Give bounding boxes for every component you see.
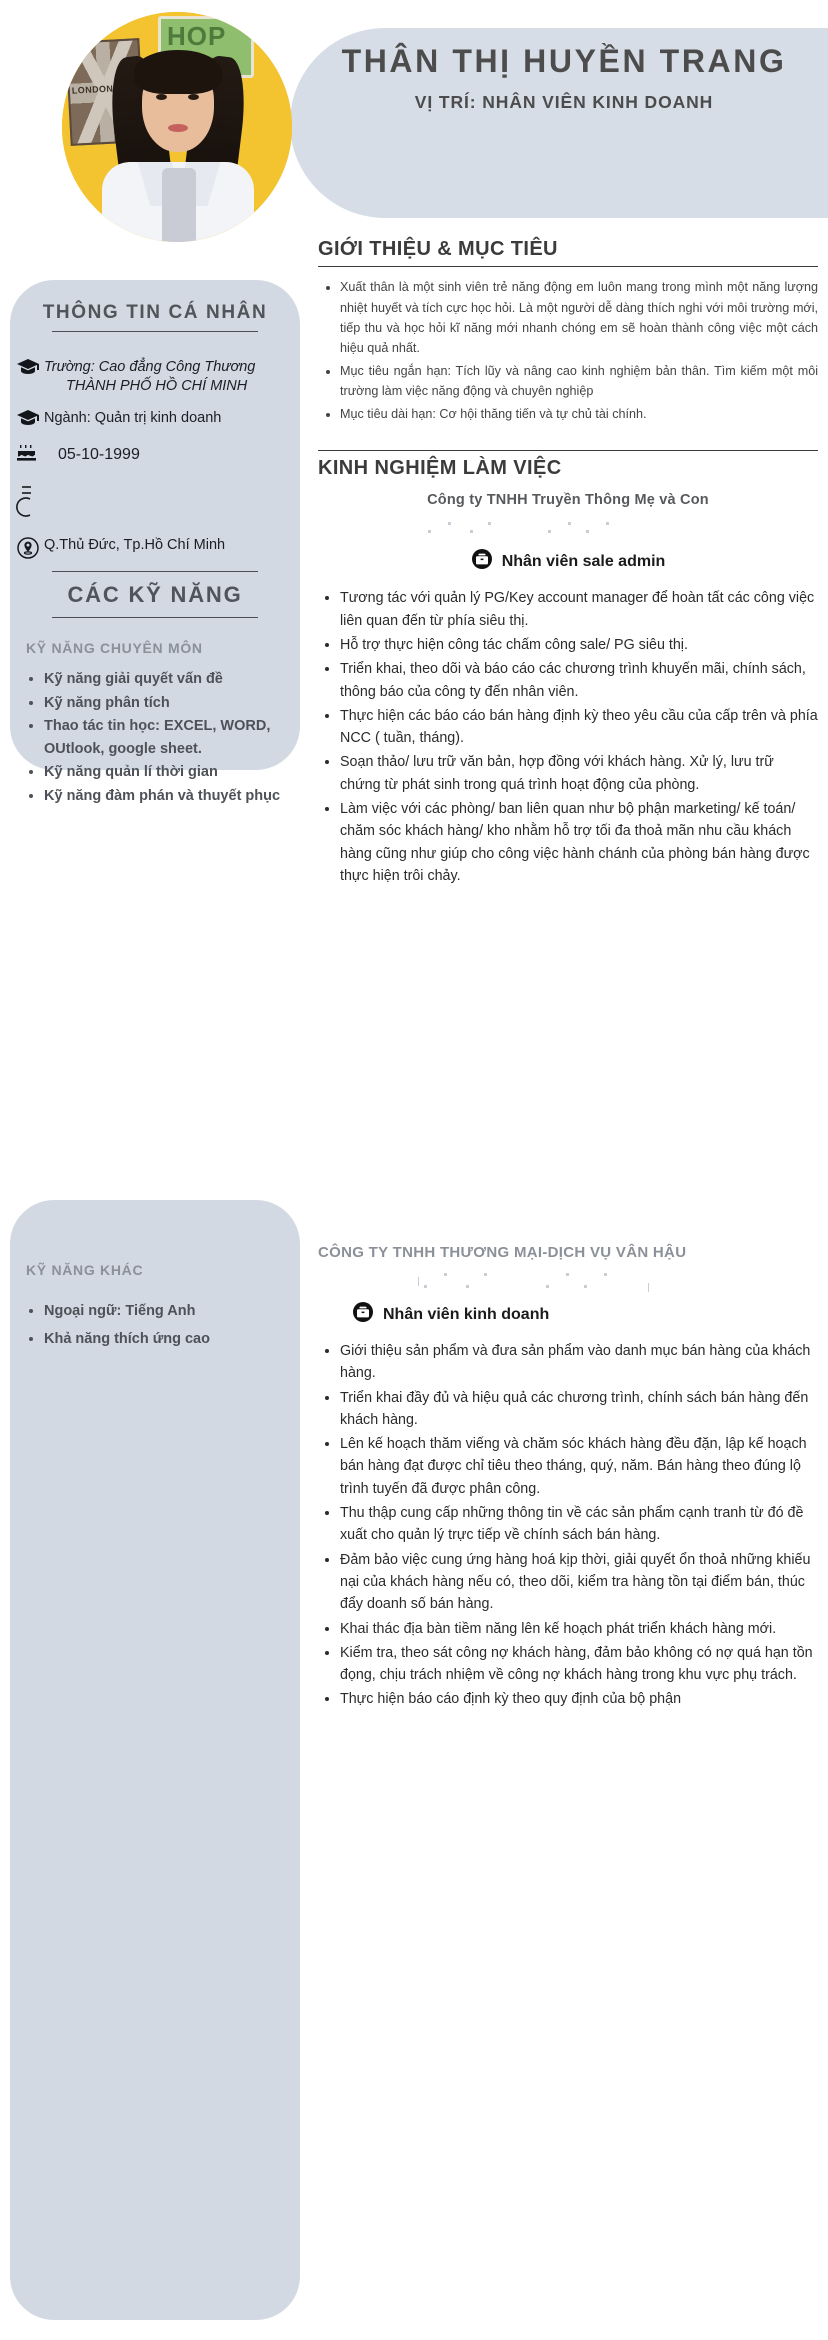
graduation-cap-icon bbox=[16, 358, 40, 380]
experience-section-heading: KINH NGHIỆM LÀM VIỆC bbox=[318, 457, 562, 480]
decorative-dots-1 bbox=[318, 514, 818, 540]
job-position-subtitle: VỊ TRÍ: NHÂN VIÊN KINH DOANH bbox=[414, 91, 714, 112]
experience-heading-divider bbox=[318, 450, 818, 451]
contact-list bbox=[26, 358, 284, 558]
contact-row-school bbox=[26, 358, 284, 396]
contact-address-text: Q.Thủ Đức, Tp.Hồ Chí Minh bbox=[44, 537, 226, 554]
job-duties-list-1 bbox=[318, 587, 818, 887]
list-item: • Làm việc với các phòng/ ban liên quan như bộ phận marketing/ kế toán/ chăm sóc khách hàng/ kho nhằm hỗ trợ tối đa thoả mãn nhu cầu khách hàng cũng như giúp cho công việc hành chánh của phòng bán hàng được thực hiện trôi chảy. bbox=[340, 798, 818, 887]
page-title: THÂN THỊ HUYỀN TRANG bbox=[341, 43, 787, 79]
list-item: • Khai thác địa bàn tiềm năng lên kế hoạch phát triển khách hàng mới. bbox=[340, 1618, 818, 1640]
decorative-dots-2 bbox=[318, 1267, 818, 1293]
list-item: • Đảm bảo việc cung ứng hàng hoá kịp thời, giải quyết ổn thoả những khiếu nại của khách hàng nếu có, theo dõi, kiểm tra hàng tồn tại điểm bán, thúc đẩy doanh số bán hàng. bbox=[340, 1549, 818, 1616]
phone-icon bbox=[16, 479, 40, 523]
job-title-row-2 bbox=[318, 1301, 818, 1328]
list-item: • Triển khai đầy đủ và hiệu quả các chương trình, chính sách bán hàng đến khách hàng. bbox=[340, 1387, 818, 1432]
other-skills-list bbox=[26, 1298, 284, 1353]
photo-eye-right bbox=[188, 94, 199, 100]
company-name-2: CÔNG TY TNHH THƯƠNG MẠI-DỊCH VỤ VÂN HẬU bbox=[318, 1244, 687, 1261]
other-skills-heading: KỸ NĂNG KHÁC bbox=[26, 1262, 144, 1278]
school-line2: THÀNH PHỐ HỒ CHÍ MINH bbox=[66, 378, 248, 395]
contact-row-phone bbox=[26, 479, 284, 523]
list-item: • Mục tiêu ngắn hạn: Tích lũy và nâng cao kinh nghiệm bản thân. Tìm kiếm một môi trường làm việc năng động và chuyên nghiệp bbox=[340, 361, 818, 402]
list-item: • Triển khai, theo dõi và báo cáo các chương trình khuyến mãi, chính sách, thông báo của công ty đến nhân viên. bbox=[340, 658, 818, 703]
skills-list bbox=[26, 668, 284, 807]
briefcase-icon bbox=[352, 1301, 374, 1328]
job-duties-list-2 bbox=[318, 1340, 818, 1711]
contact-birthday-text: 05-10-1999 bbox=[58, 446, 140, 464]
list-item: • Mục tiêu dài hạn: Cơ hội thăng tiến và tự chủ tài chính. bbox=[340, 404, 818, 424]
photo-eye-left bbox=[156, 94, 167, 100]
school-line1: Trường: Cao đẳng Công Thương bbox=[44, 359, 256, 375]
intro-section-heading: GIỚI THIỆU & MỤC TIÊU bbox=[318, 238, 558, 260]
job-title-row-1 bbox=[318, 548, 818, 575]
skills-divider-top bbox=[52, 571, 258, 572]
photo-lips bbox=[168, 124, 188, 132]
job-position-1: Nhân viên sale admin bbox=[501, 552, 666, 570]
briefcase-icon bbox=[471, 548, 493, 575]
main-content-bottom bbox=[318, 1232, 818, 1713]
avatar bbox=[62, 12, 292, 242]
location-pin-icon bbox=[16, 536, 40, 558]
list-item: • Thu thập cung cấp những thông tin về các sản phẩm cạnh tranh từ đó đề xuất cho quản lý trực tiếp về chính sách bán hàng. bbox=[340, 1502, 818, 1547]
contact-row-major bbox=[26, 409, 284, 431]
contact-row-address bbox=[26, 536, 284, 558]
list-item: • Kiểm tra, theo sát công nợ khách hàng, đảm bảo không có nợ quá hạn tồn đọng, chịu trách nhiệm về công nợ khách hàng trong khu vực phụ trách. bbox=[340, 1642, 818, 1687]
list-item: • Thực hiện báo cáo định kỳ theo quy định của bộ phận bbox=[340, 1688, 818, 1710]
list-item: • Thao tác tin học: EXCEL, WORD, OUtlook, google sheet. bbox=[44, 715, 284, 760]
header-text-group bbox=[330, 42, 798, 113]
main-content-top bbox=[318, 238, 818, 889]
list-item: • Thực hiện các báo cáo bán hàng định kỳ theo yêu cầu của cấp trên và phía NCC ( tuần, tháng). bbox=[340, 705, 818, 750]
photo-vest bbox=[162, 168, 196, 242]
cake-icon bbox=[16, 444, 40, 466]
skills-subheading: KỸ NĂNG CHUYÊN MÔN bbox=[26, 640, 203, 657]
intro-bullet-list bbox=[318, 277, 818, 424]
personal-info-heading: THÔNG TIN CÁ NHÂN bbox=[42, 302, 268, 323]
intro-heading-divider bbox=[318, 266, 818, 267]
skills-divider-bottom bbox=[52, 617, 258, 618]
graduation-cap-icon bbox=[16, 409, 40, 431]
list-item: • Xuất thân là một sinh viên trẻ năng động em luôn mang trong mình một năng lượng nhiệt huyết và tích cực học hỏi. Là một người dễ dàng thích nghi với môi trường mới, tiếp thu và học hỏi kĩ năng mới nhanh chóng em sẽ hoàn thành công việc một cách hiệu quả nhất. bbox=[340, 277, 818, 359]
list-item: • Kỹ năng quản lí thời gian bbox=[44, 761, 284, 783]
heading-divider bbox=[52, 331, 258, 332]
contact-major-text: Ngành: Quản trị kinh doanh bbox=[44, 410, 222, 427]
list-item: • Kỹ năng phân tích bbox=[44, 692, 284, 714]
job-position-2: Nhân viên kinh doanh bbox=[383, 1305, 550, 1323]
list-item: • Khả năng thích ứng cao bbox=[44, 1326, 284, 1354]
list-item: • Kỹ năng đàm phán và thuyết phục bbox=[44, 785, 284, 807]
photo-fringe bbox=[134, 50, 222, 94]
list-item: • Kỹ năng giải quyết vấn đề bbox=[44, 668, 284, 690]
list-item: • Hỗ trợ thực hiện công tác chấm công sale/ PG siêu thị. bbox=[340, 634, 818, 656]
list-item: • Lên kế hoạch thăm viếng và chăm sóc khách hàng đều đặn, lập kế hoạch bán hàng đạt được chỉ tiêu theo tháng, quý, năm. Bán hàng theo đúng lộ trình tuyến đã được phân công. bbox=[340, 1433, 818, 1500]
contact-row-birthday bbox=[26, 444, 284, 466]
list-item: • Giới thiệu sản phẩm và đưa sản phẩm vào danh mục bán hàng của khách hàng. bbox=[340, 1340, 818, 1385]
skills-heading: CÁC KỸ NĂNG bbox=[67, 582, 243, 608]
list-item: • Ngoại ngữ: Tiếng Anh bbox=[44, 1298, 284, 1326]
personal-info-panel bbox=[10, 280, 300, 804]
company-name-1: Công ty TNHH Truyền Thông Mẹ và Con bbox=[427, 492, 709, 509]
other-skills-panel bbox=[10, 1200, 300, 2320]
list-item: • Tương tác với quản lý PG/Key account manager để hoàn tất các công việc liên quan đến từ phía siêu thị. bbox=[340, 587, 818, 632]
contact-school-text bbox=[44, 358, 255, 396]
list-item: • Soạn thảo/ lưu trữ văn bản, hợp đồng với khách hàng. Xử lý, lưu trữ chứng từ phát sinh trong quá trình hoạt động của phòng. bbox=[340, 751, 818, 796]
experience-section bbox=[318, 450, 818, 887]
